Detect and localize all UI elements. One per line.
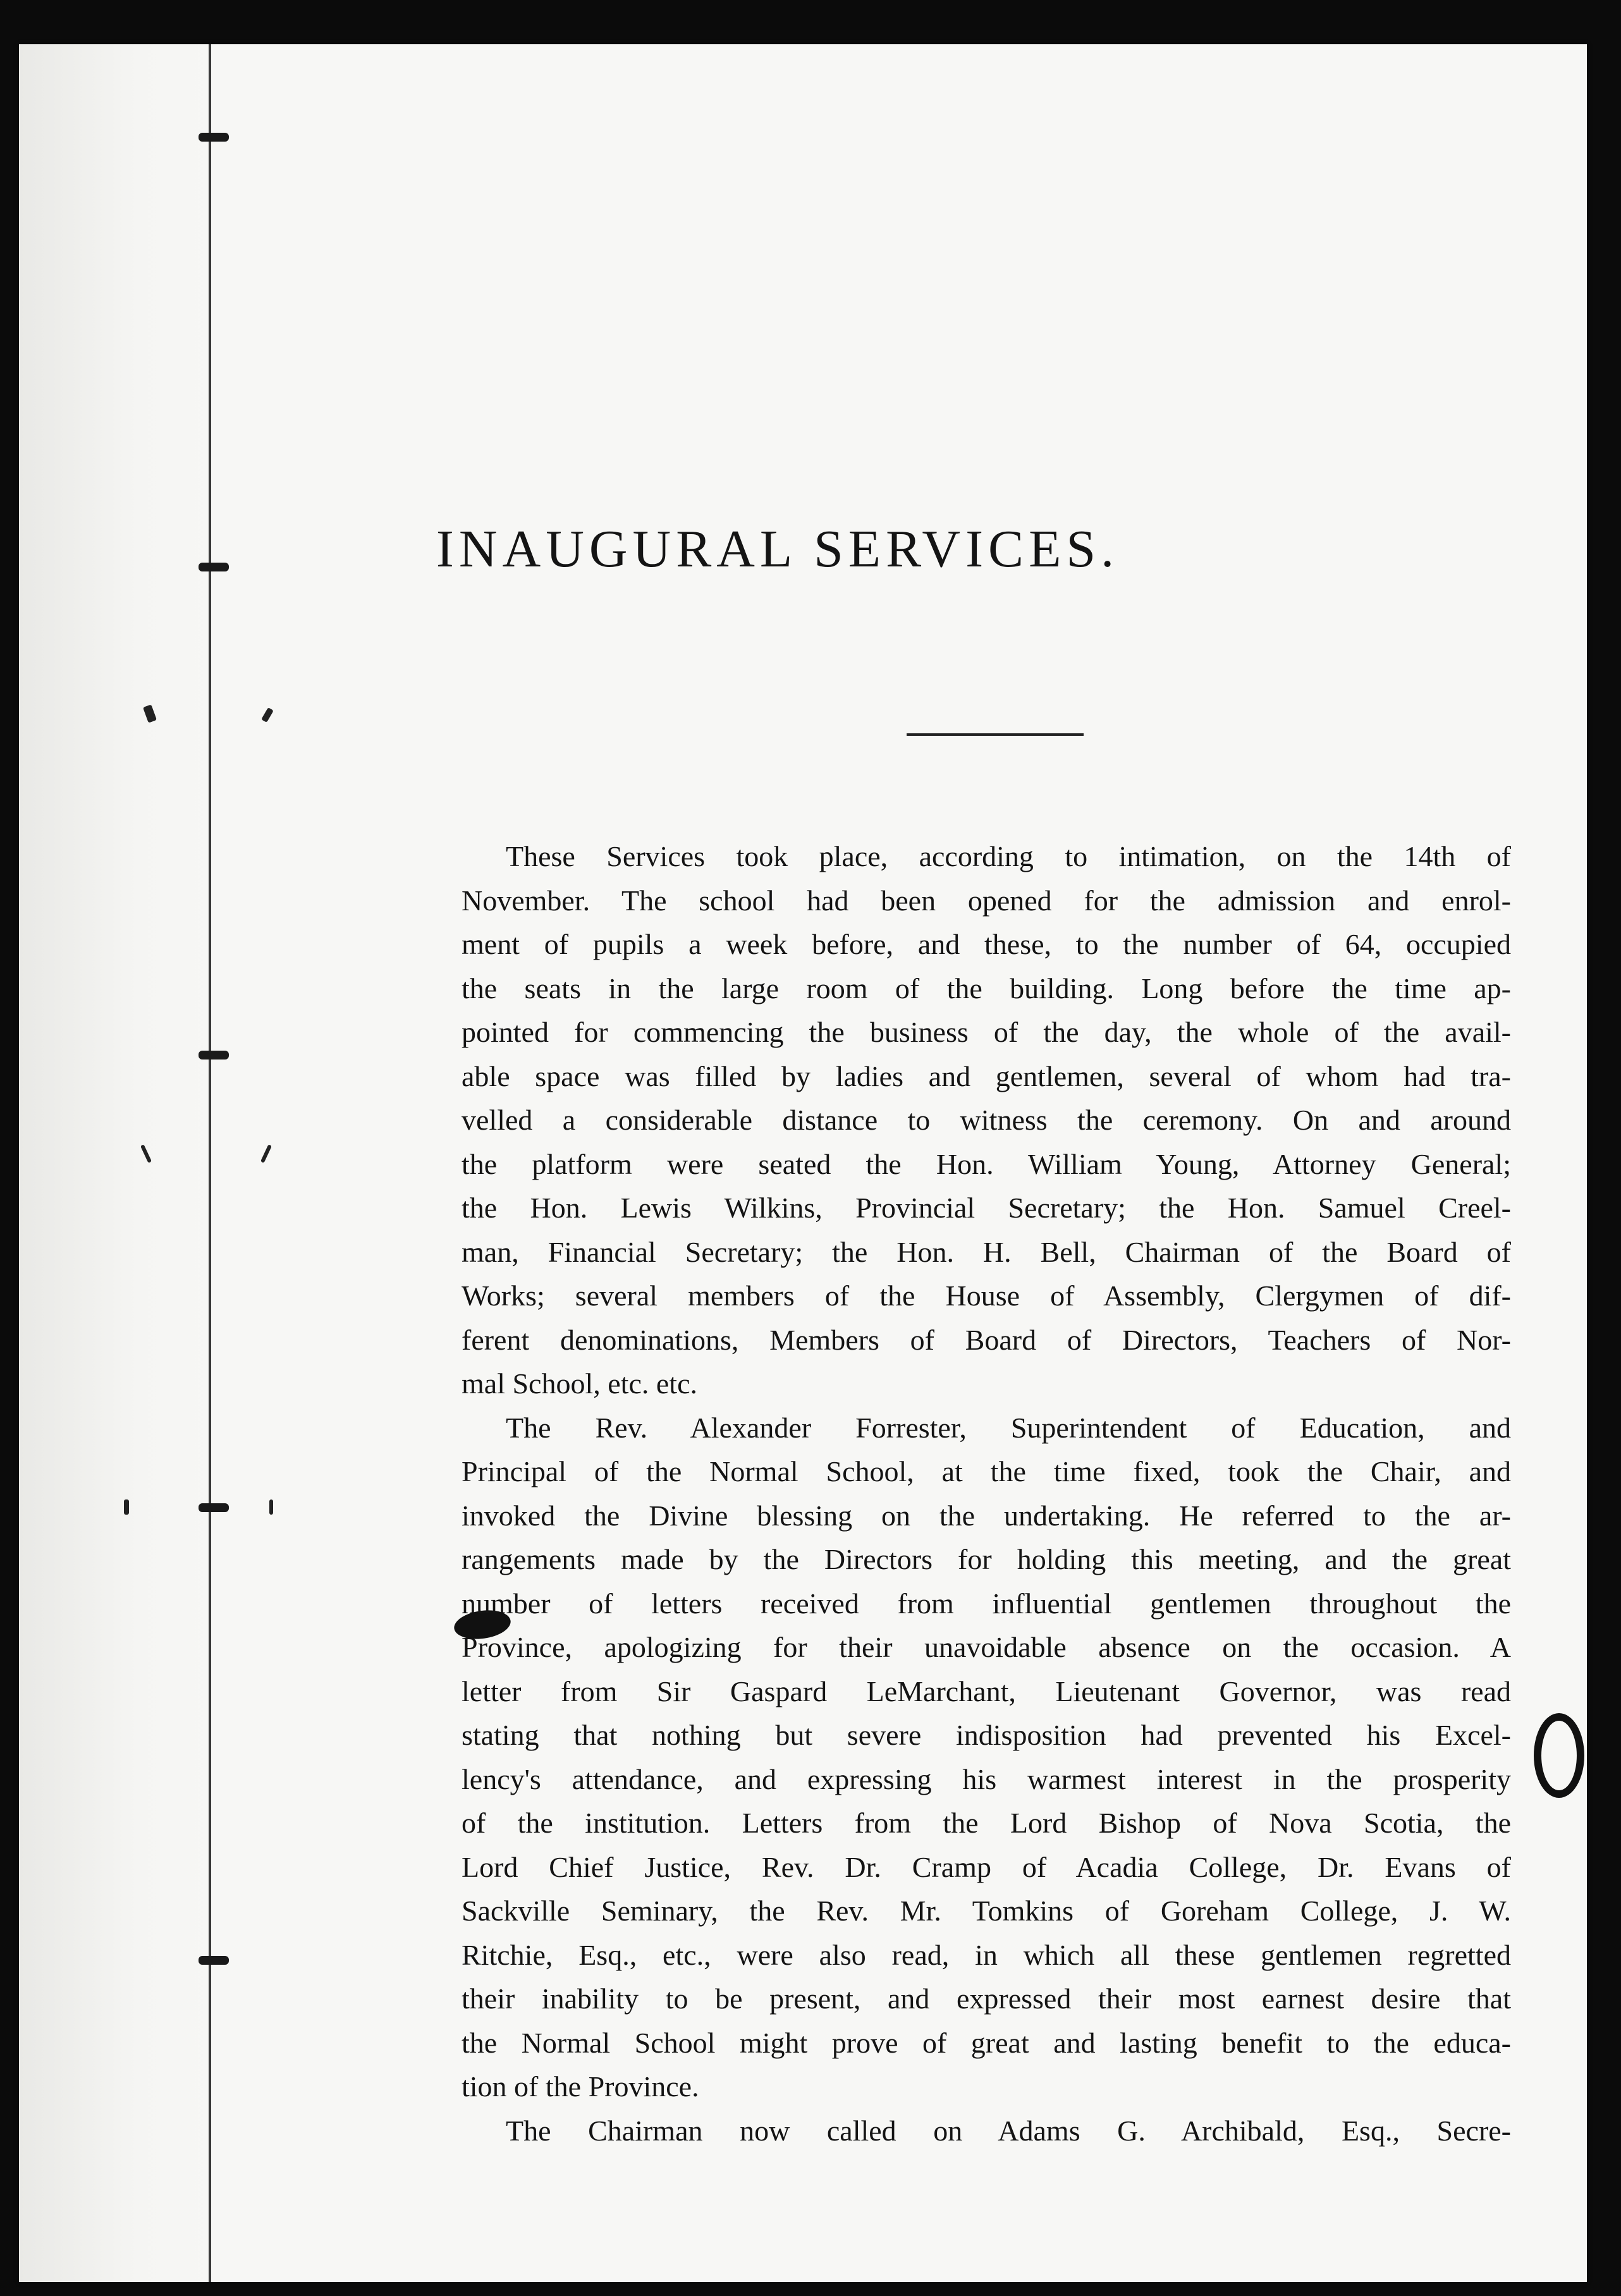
binding-stitch [199,1051,229,1059]
text-line: ment of pupils a week before, and these, to the number of 64, occupied [462,928,1511,960]
text-line: rangements made by the Directors for holding this meeting, and the great [462,1543,1511,1575]
document-page [19,44,1587,2282]
text-line: Province, apologizing for their unavoidable absence on the occasion. A [462,1631,1511,1663]
text-line: Lord Chief Justice, Rev. Dr. Cramp of Acadia College, Dr. Evans of [462,1850,1511,1883]
scan-speck [124,1499,129,1515]
scan-speck [261,707,274,723]
text-line: November. The school had been opened for the admission and enrol- [462,884,1511,917]
text-line: invoked the Divine blessing on the undertaking. He referred to the ar- [462,1499,1511,1532]
binding-edge [209,44,211,2282]
title-rule [907,733,1084,736]
binding-stitch [199,1503,229,1512]
body-text [462,834,1511,2152]
text-line: able space was filled by ladies and gentlemen, several of whom had tra- [462,1059,1511,1092]
text-line: Principal of the Normal School, at the time fixed, took the Chair, and [462,1455,1511,1487]
text-line: Ritchie, Esq., etc., were also read, in which all these gentlemen regretted [462,1938,1511,1971]
text-line: Works; several members of the House of Assembly, Clergymen of dif- [462,1279,1511,1312]
text-line: man, Financial Secretary; the Hon. H. Bell, Chairman of the Board of [462,1235,1511,1268]
binding-stitch [199,1956,229,1965]
text-line: pointed for commencing the business of the day, the whole of the avail- [462,1016,1511,1048]
text-line: the platform were seated the Hon. William Young, Attorney General; [462,1147,1511,1180]
scan-speck [260,1144,272,1163]
scan-speck [269,1499,273,1515]
text-line: stating that nothing but severe indisposition had prevented his Excel- [462,1719,1511,1751]
text-line: the seats in the large room of the building. Long before the time ap- [462,972,1511,1004]
text-line: velled a considerable distance to witness the ceremony. On and around [462,1104,1511,1136]
text-line: the Normal School might prove of great and lasting benefit to the educa- [462,2026,1511,2059]
text-line: Sackville Seminary, the Rev. Mr. Tomkins of Goreham College, J. W. [462,1895,1511,1927]
text-line: The Chairman now called on Adams G. Archibald, Esq., Secre- [506,2114,1511,2147]
text-line: mal School, etc. etc. [462,1367,697,1400]
page-title: INAUGURAL SERVICES. [436,520,1120,578]
ink-blot [1534,1713,1584,1798]
text-line: These Services took place, according to intimation, on the 14th of [506,840,1511,872]
text-line: number of letters received from influential gentlemen throughout the [462,1587,1511,1620]
text-line: the Hon. Lewis Wilkins, Provincial Secretary; the Hon. Samuel Creel- [462,1192,1511,1224]
text-line: of the institution. Letters from the Lord Bishop of Nova Scotia, the [462,1807,1511,1839]
text-line: The Rev. Alexander Forrester, Superintendent of Education, and [506,1411,1511,1444]
binding-gutter [19,44,215,2282]
binding-stitch [199,133,229,142]
text-line: letter from Sir Gaspard LeMarchant, Lieutenant Governor, was read [462,1675,1511,1707]
text-line: their inability to be present, and expressed their most earnest desire that [462,1982,1511,2015]
text-line: tion of the Province. [462,2070,699,2103]
text-line: ferent denominations, Members of Board of Directors, Teachers of Nor- [462,1323,1511,1356]
text-line: lency's attendance, and expressing his warmest interest in the prosperity [462,1762,1511,1795]
